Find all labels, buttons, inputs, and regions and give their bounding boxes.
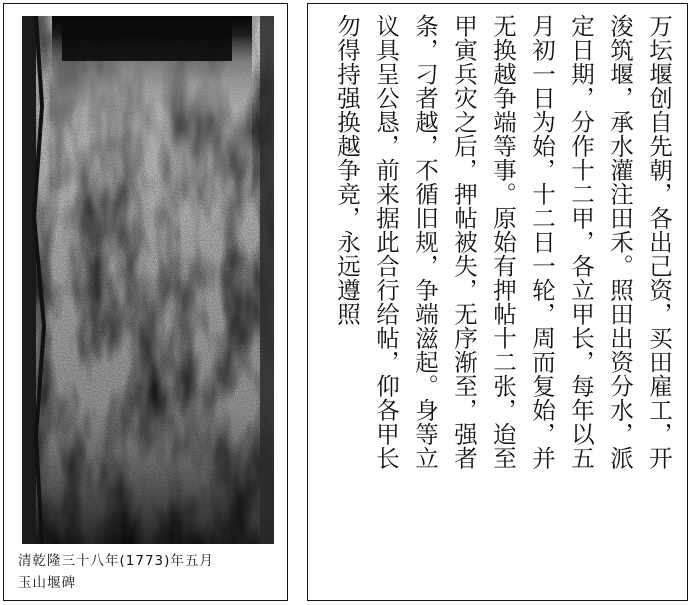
transcription-text (320, 14, 676, 594)
caption-line-title: 玉山堰碑 (18, 575, 76, 591)
text-column-9: 勿得持强换越争竞，永远遵照 (333, 14, 361, 326)
transcription-panel (307, 3, 688, 601)
text-column-8: 议具呈公恳，前来据此合行给帖，仰各甲长 (372, 14, 400, 470)
text-column-6: 甲寅兵灾之后，押帖被失，无序渐至，强者 (450, 14, 478, 470)
text-column-4: 月初一日为始，十二日一轮，周而复始，并 (528, 14, 556, 470)
text-column-5: 无换越争端等事。原始有押帖十二张，迨至 (489, 14, 517, 470)
text-column-1: 万坛堰创自先朝，各出己资，买田雇工，开 (645, 14, 673, 470)
text-column-7: 条，刁者越，不循旧规，争端滋起。身等立 (411, 14, 439, 470)
stele-rubbing-image (22, 16, 274, 544)
figure-caption (18, 550, 280, 594)
stele-figure (3, 3, 288, 601)
caption-line-date: 清乾隆三十八年(1773)年五月 (18, 553, 214, 569)
text-column-3: 定日期，分作十二甲，各立甲长，每年以五 (567, 14, 595, 470)
text-column-2: 浚筑堰，承水灌注田禾。照田出资分水，派 (606, 14, 634, 470)
